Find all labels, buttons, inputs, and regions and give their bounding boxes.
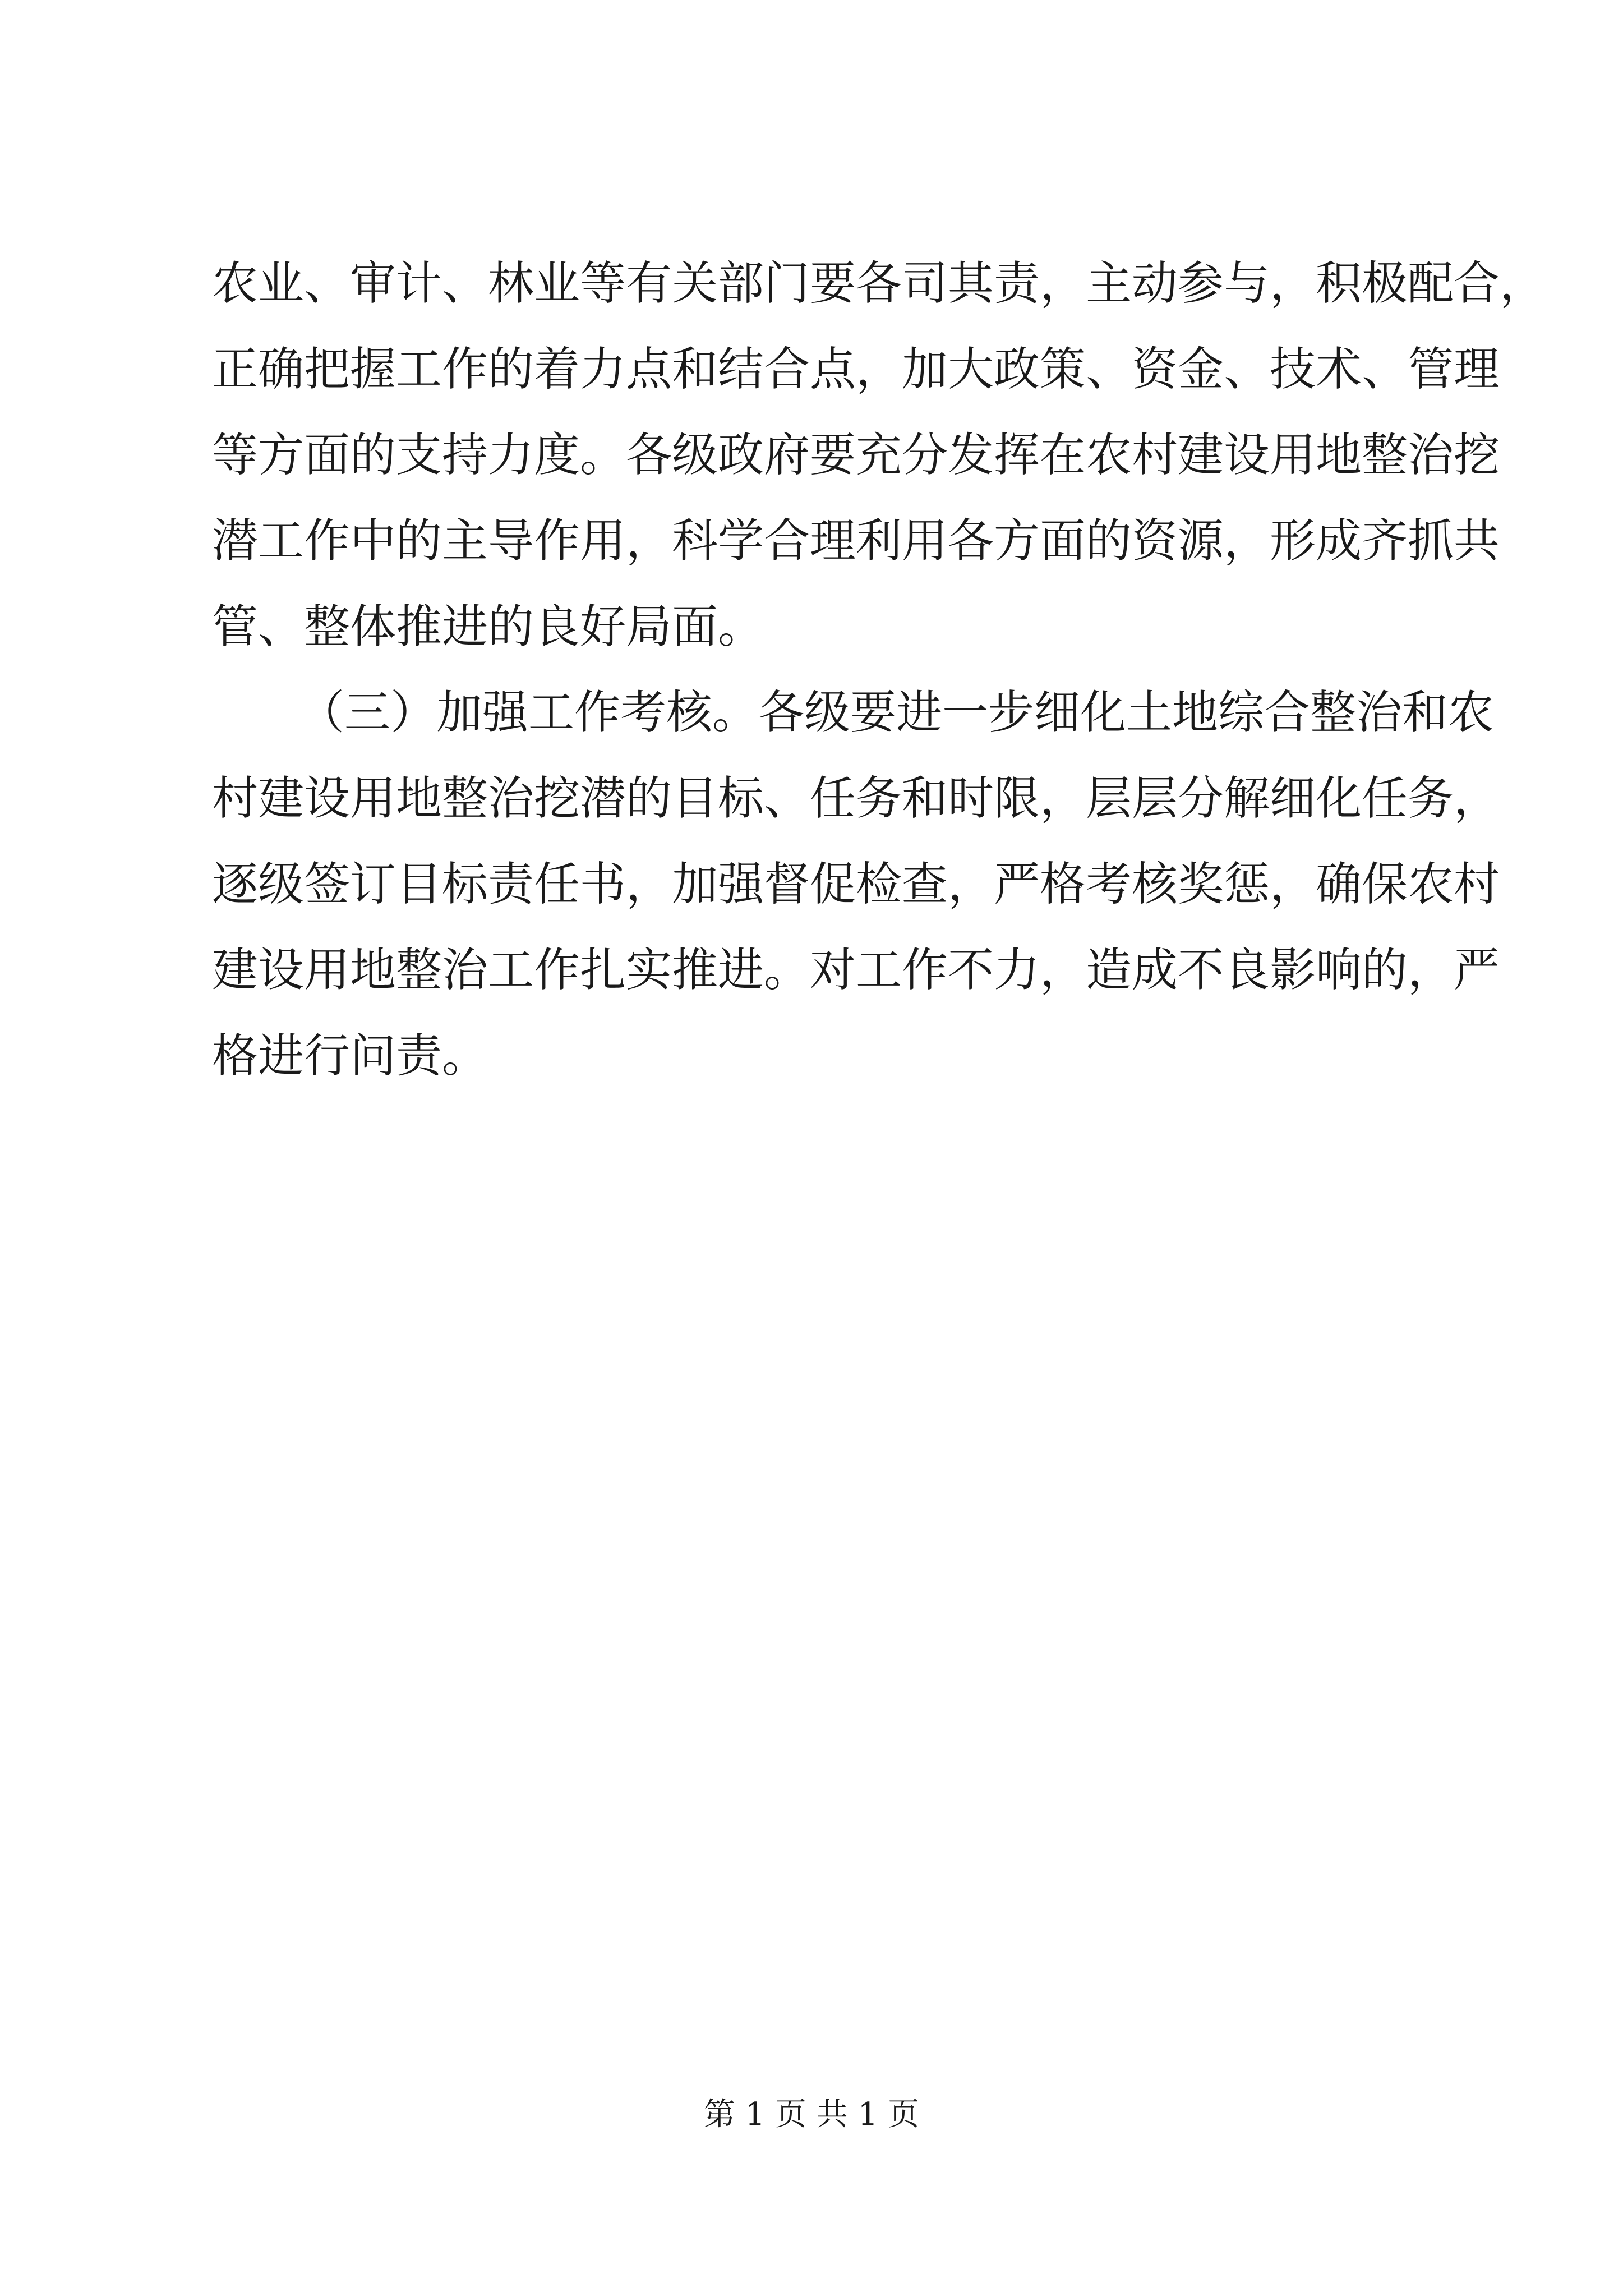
paragraph-2-line-5: 格进行问责。 bbox=[212, 1029, 488, 1083]
paragraph-1-line-5: 管、整体推进的良好局面。 bbox=[212, 600, 764, 654]
paragraph-1-line-4: 潜工作中的主导作用，科学合理利用各方面的资源，形成齐抓共 bbox=[212, 514, 1500, 568]
page-number-footer: 第 1 页 共 1 页 bbox=[703, 2096, 920, 2133]
paragraph-1-line-2: 正确把握工作的着力点和结合点，加大政策、资金、技术、管理 bbox=[212, 343, 1500, 396]
paragraph-2-line-4: 建设用地整治工作扎实推进。对工作不力，造成不良影响的，严 bbox=[212, 944, 1500, 997]
paragraph-2-line-2: 村建设用地整治挖潜的目标、任务和时限，层层分解细化任务， bbox=[212, 772, 1500, 825]
paragraph-1-line-1: 农业、审计、林业等有关部门要各司其责，主动参与，积极配合， bbox=[212, 257, 1546, 310]
paragraph-2-line-3: 逐级签订目标责任书，加强督促检查，严格考核奖惩，确保农村 bbox=[212, 858, 1500, 911]
paragraph-2-line-1: （三）加强工作考核。各级要进一步细化土地综合整治和农 bbox=[298, 686, 1495, 739]
paragraph-1-line-3: 等方面的支持力度。各级政府要充分发挥在农村建设用地整治挖 bbox=[212, 429, 1500, 482]
